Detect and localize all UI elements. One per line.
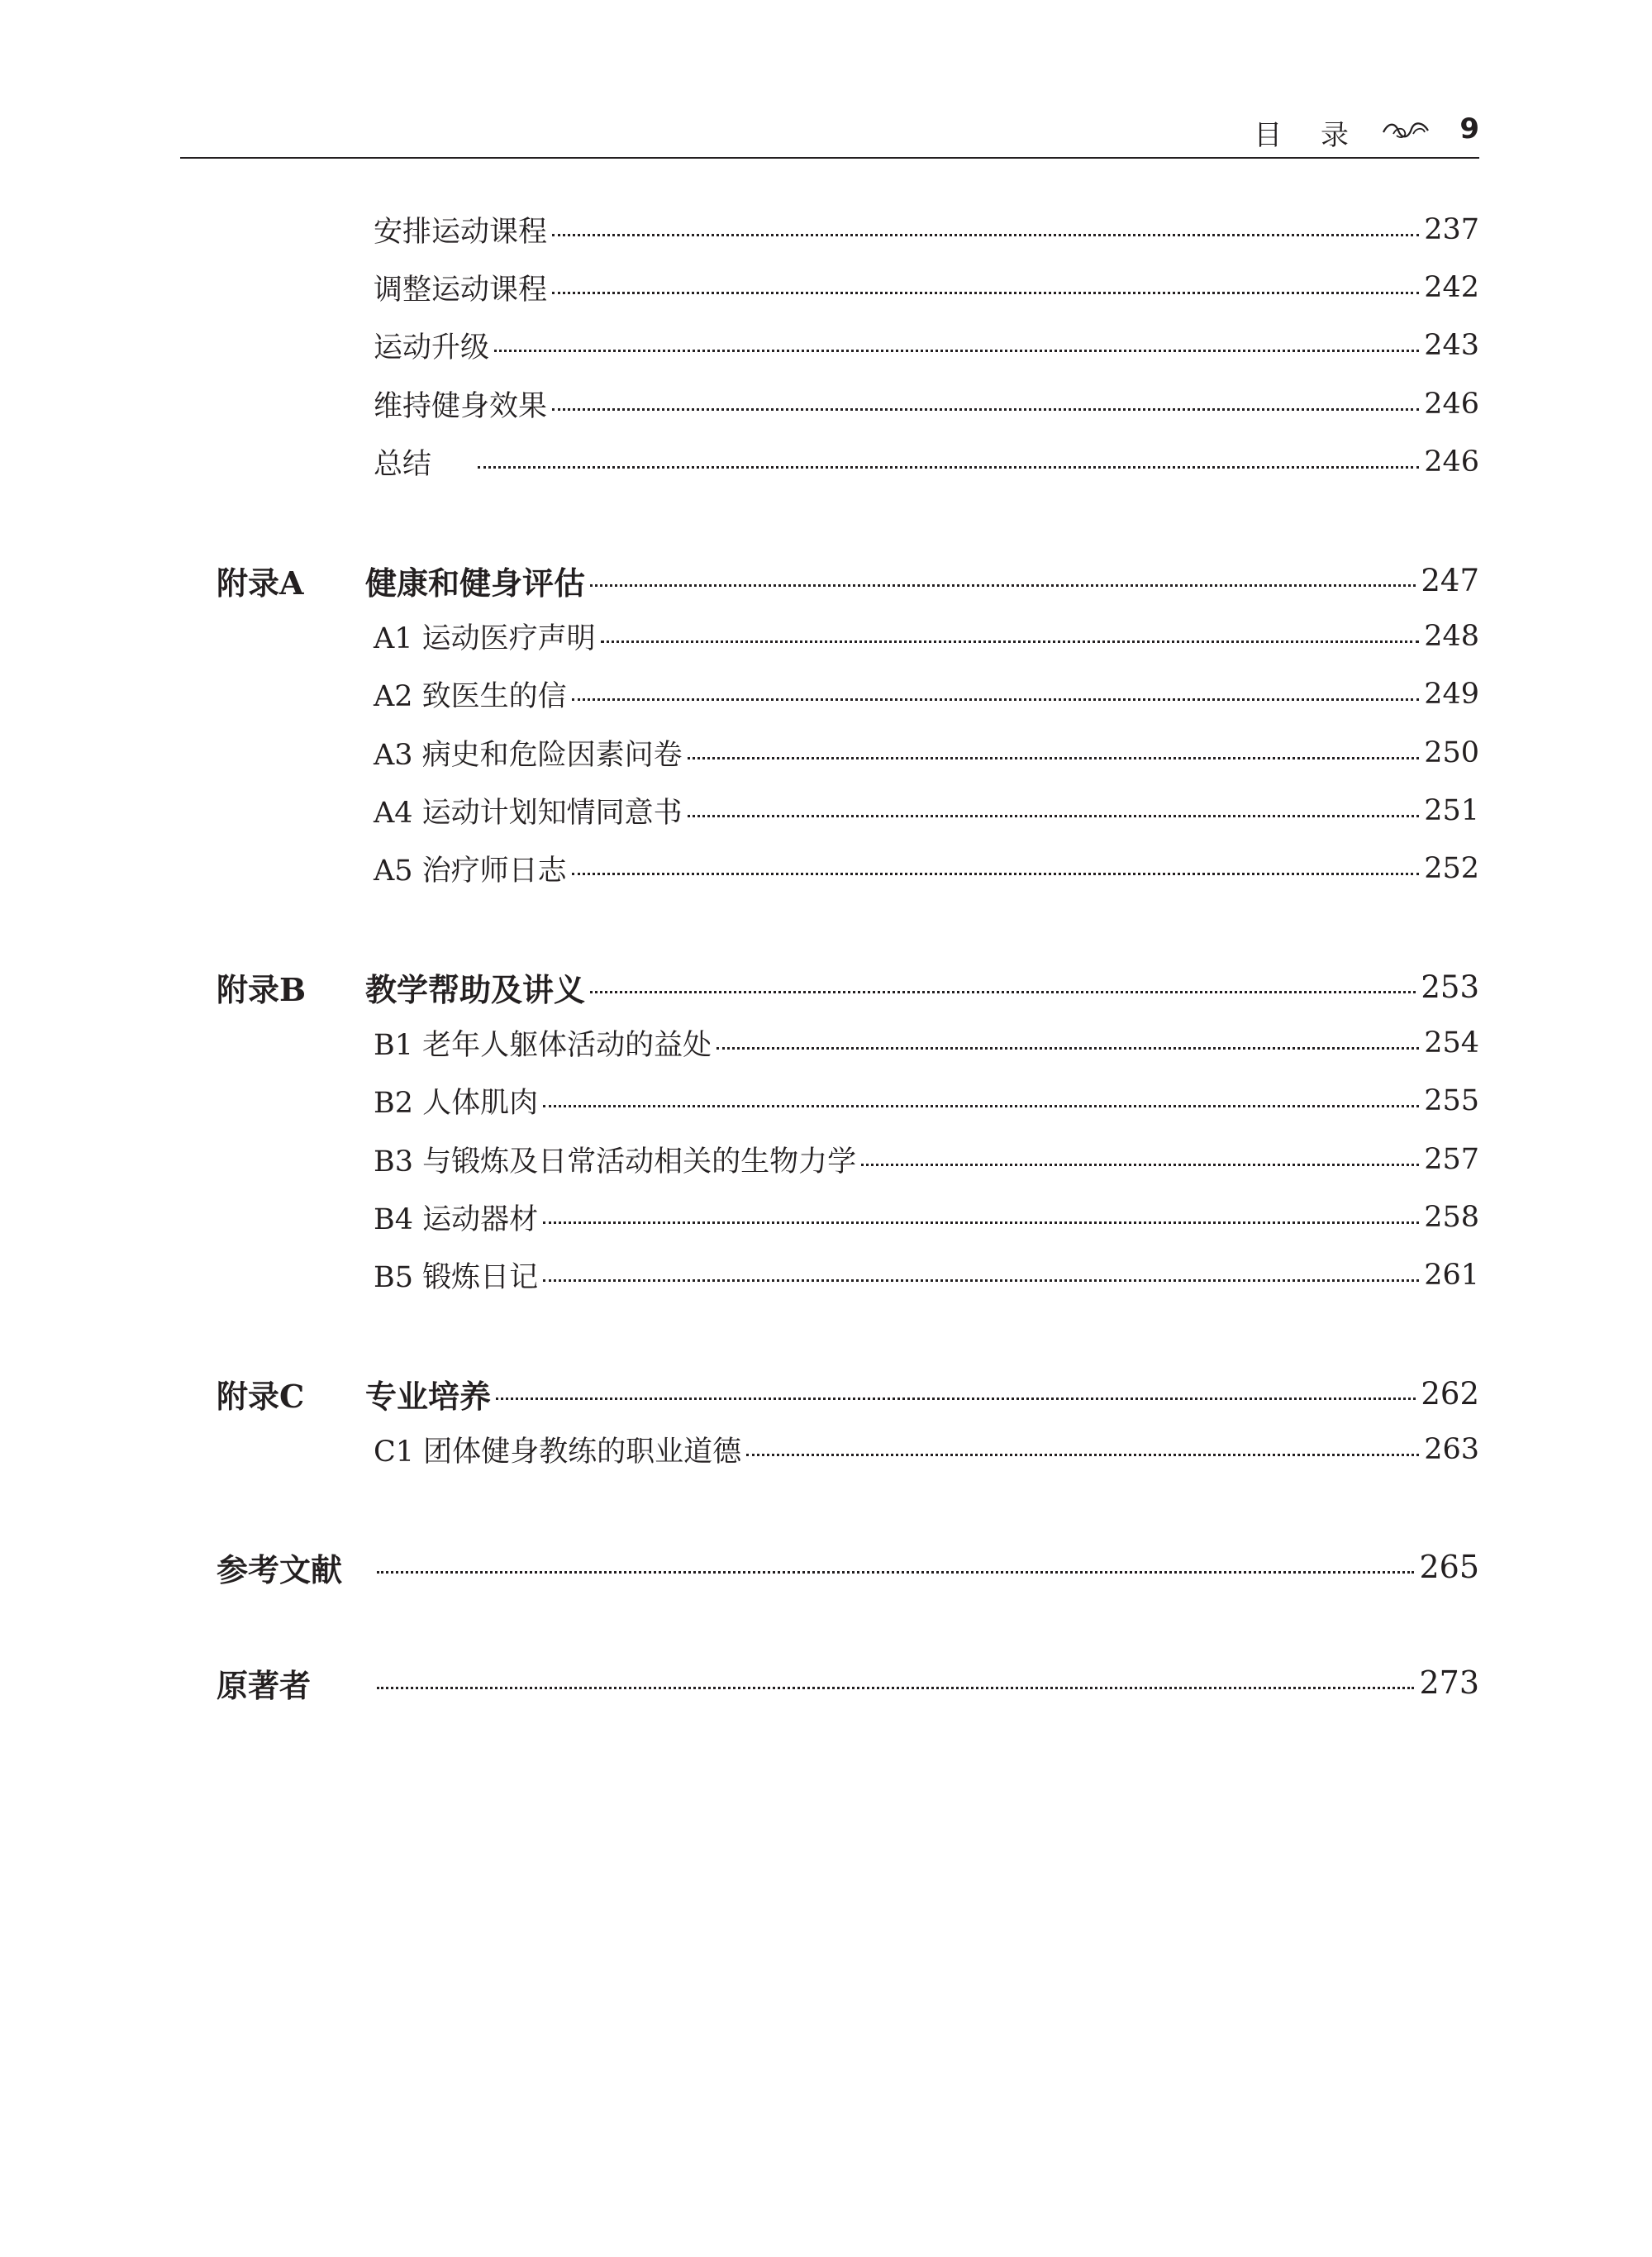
- chapter-prefix: 附录B: [217, 970, 307, 1008]
- dot-leader: [590, 584, 1416, 587]
- dot-leader: [543, 1221, 1419, 1224]
- toc-entry-label: B3 与锻炼及日常活动相关的生物力学: [374, 1145, 857, 1178]
- dot-leader: [746, 1454, 1419, 1456]
- dot-leader: [478, 466, 1419, 469]
- dot-leader: [377, 1571, 1414, 1574]
- toc-entry[interactable]: [374, 267, 1479, 308]
- toc-entry[interactable]: [374, 674, 1479, 715]
- toc-entry-page: 261: [1424, 1259, 1479, 1292]
- toc-entry-label: 维持健身效果: [374, 390, 548, 423]
- running-header: [180, 112, 1479, 159]
- toc-entry-page: 258: [1424, 1201, 1479, 1234]
- dot-leader: [572, 873, 1420, 875]
- toc-references[interactable]: [217, 1546, 1479, 1588]
- toc-entry-page: 237: [1424, 213, 1479, 246]
- authors-title: 原著者: [217, 1666, 312, 1704]
- toc-chapter-appendix-c[interactable]: [217, 1373, 1479, 1414]
- dot-leader: [861, 1164, 1419, 1166]
- toc-entry-label: A5 治疗师日志: [374, 855, 567, 888]
- header-page-number: 9: [1459, 112, 1479, 145]
- toc-entry-page: 246: [1424, 445, 1479, 479]
- toc-entry[interactable]: [374, 209, 1479, 250]
- dot-leader: [572, 698, 1420, 701]
- header-title: 目 录: [1254, 119, 1364, 152]
- toc-entry[interactable]: [374, 383, 1479, 425]
- dot-leader: [377, 1687, 1414, 1689]
- chapter-title: 健康和健身评估: [365, 564, 586, 602]
- toc-entry-label: A1 运动医疗声明: [374, 622, 596, 655]
- toc-entry[interactable]: [374, 1139, 1479, 1180]
- toc-entry[interactable]: [374, 325, 1479, 366]
- toc-entry-label: A2 致医生的信: [374, 680, 567, 713]
- toc-entry[interactable]: [374, 616, 1479, 657]
- dot-leader: [590, 991, 1416, 993]
- toc-entry-label: B4 运动器材: [374, 1203, 539, 1236]
- toc-entry-page: 252: [1424, 852, 1479, 885]
- toc-entry-page: 254: [1424, 1026, 1479, 1059]
- toc-entry-page: 246: [1424, 388, 1479, 421]
- ornament-icon: [1382, 117, 1430, 142]
- dot-leader: [552, 408, 1419, 411]
- dot-leader: [717, 1047, 1419, 1050]
- toc-entry-page: 255: [1424, 1084, 1479, 1117]
- references-title: 参考文献: [217, 1550, 343, 1588]
- dot-leader: [552, 292, 1419, 294]
- toc-entry[interactable]: [374, 848, 1479, 889]
- toc-entry[interactable]: [374, 1022, 1479, 1064]
- toc-chapter-appendix-a[interactable]: [217, 559, 1479, 601]
- chapter-page: 247: [1421, 562, 1479, 598]
- toc-entry-label: 总结: [374, 448, 432, 481]
- toc-entry-label: 运动升级: [374, 331, 490, 364]
- toc-entry[interactable]: [374, 790, 1479, 831]
- toc-entry-label: 安排运动课程: [374, 216, 548, 249]
- dot-leader: [543, 1279, 1419, 1282]
- toc-entry[interactable]: [374, 1429, 1479, 1470]
- chapter-page: 253: [1421, 969, 1479, 1005]
- toc-entry[interactable]: [374, 441, 1479, 483]
- chapter-prefix: 附录C: [217, 1377, 305, 1415]
- toc-entry-page: 242: [1424, 271, 1479, 304]
- header-rule: [180, 157, 1479, 159]
- toc-authors[interactable]: [217, 1662, 1479, 1703]
- dot-leader: [688, 815, 1420, 817]
- toc-entry-label: B5 锻炼日记: [374, 1261, 539, 1294]
- toc-entry-label: 调整运动课程: [374, 274, 548, 307]
- references-page: 265: [1419, 1549, 1479, 1585]
- toc-entry-page: 251: [1424, 794, 1479, 827]
- toc-entry-page: 248: [1424, 620, 1479, 653]
- toc-entry-page: 243: [1424, 329, 1479, 362]
- authors-page: 273: [1419, 1664, 1479, 1701]
- dot-leader: [601, 640, 1420, 643]
- dot-leader: [688, 757, 1420, 759]
- dot-leader: [543, 1105, 1419, 1107]
- toc-entry-page: 263: [1424, 1433, 1479, 1466]
- chapter-prefix: 附录A: [217, 564, 304, 602]
- toc-entry[interactable]: [374, 1080, 1479, 1121]
- toc-entry-label: A3 病史和危险因素问卷: [374, 739, 683, 772]
- toc-entry-page: 250: [1424, 736, 1479, 769]
- toc-entry-label: B1 老年人躯体活动的益处: [374, 1029, 712, 1062]
- toc-entry-page: 257: [1424, 1143, 1479, 1176]
- toc-entry-page: 249: [1424, 678, 1479, 711]
- toc-entry[interactable]: [374, 732, 1479, 774]
- toc-entry[interactable]: [374, 1197, 1479, 1238]
- chapter-page: 262: [1421, 1375, 1479, 1412]
- dot-leader: [552, 234, 1419, 236]
- chapter-title: 专业培养: [365, 1377, 492, 1415]
- toc-entry-label: A4 运动计划知情同意书: [374, 797, 683, 830]
- dot-leader: [496, 1398, 1416, 1400]
- chapter-title: 教学帮助及讲义: [365, 970, 586, 1008]
- toc-entry-label: C1 团体健身教练的职业道德: [374, 1436, 742, 1469]
- toc-entry-label: B2 人体肌肉: [374, 1087, 539, 1120]
- toc-chapter-appendix-b[interactable]: [217, 966, 1479, 1007]
- toc-entry[interactable]: [374, 1255, 1479, 1296]
- dot-leader: [494, 350, 1419, 352]
